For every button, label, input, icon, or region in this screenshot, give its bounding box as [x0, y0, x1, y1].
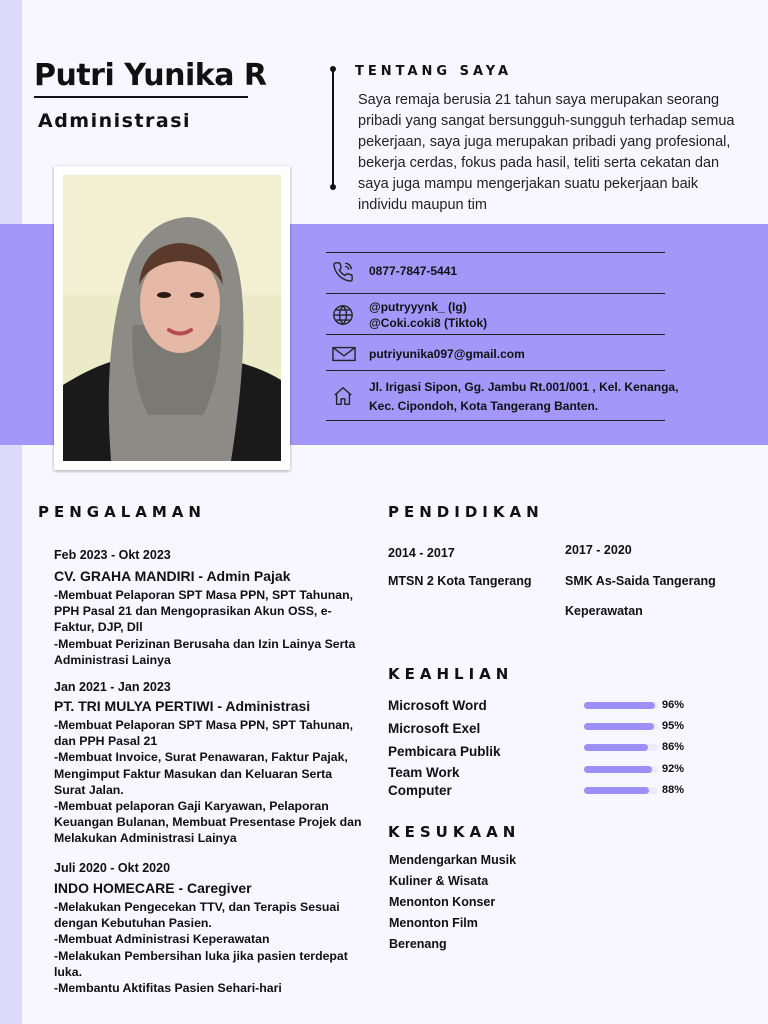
experience-date: Juli 2020 - Okt 2020 — [54, 861, 171, 875]
experience-heading: INDO HOMECARE - Caregiver — [54, 880, 252, 896]
skill-percent: 92% — [662, 763, 685, 775]
hobbies-title: KESUKAAN — [388, 823, 521, 841]
skill-percent: 86% — [662, 741, 685, 753]
profile-photo — [63, 175, 281, 461]
skill-percent: 96% — [662, 699, 685, 711]
skill-bar-track — [584, 766, 658, 773]
about-divider-line — [332, 70, 334, 188]
education-school: SMK As-Saida Tangerang — [565, 574, 716, 588]
contact-divider — [326, 370, 665, 371]
skill-name: Team Work — [388, 765, 460, 780]
about-title: TENTANG SAYA — [355, 64, 513, 79]
education-title: PENDIDIKAN — [388, 503, 544, 521]
contact-tiktok: @Coki.coki8 (Tiktok) — [369, 316, 488, 330]
skill-name: Computer — [388, 783, 452, 798]
skill-bar-track — [584, 744, 658, 751]
skill-percent: 95% — [662, 720, 685, 732]
about-text: Saya remaja berusia 21 tahun saya merupakan seorang pribadi yang sangat bersungguh-sungguh terhadap semua pekerjaan, saya juga merupakan pribadi yang profesional, bekerja cerdas, fokus pada hasil, teliti serta cekatan dan saya juga mampu mengerjakan suatu pekerjaan baik individu maupun tim — [358, 92, 735, 213]
hobby-item: Menonton Film — [389, 916, 478, 930]
profile-photo-frame — [54, 166, 290, 470]
experience-date: Feb 2023 - Okt 2023 — [54, 548, 171, 562]
phone-icon — [332, 261, 354, 283]
skill-bar-fill — [584, 766, 652, 773]
hobby-item: Menonton Konser — [389, 895, 496, 909]
contact-divider — [326, 293, 665, 294]
skill-bar-fill — [584, 723, 654, 730]
contact-divider — [326, 334, 665, 335]
education-major: Keperawatan — [565, 604, 643, 618]
experience-description: -Melakukan Pengecekan TTV, dan Terapis Sesuai dengan Kebutuhan Pasien. -Membuat Administrasi Keperawatan -Melakukan Pembersihan luka jika pasien terdepat luka. -Membantu Aktifitas Pasien Sehari-hari — [54, 900, 348, 996]
contact-divider — [326, 420, 665, 421]
hobby-item: Berenang — [389, 937, 447, 951]
name-underline — [34, 96, 248, 98]
education-school: MTSN 2 Kota Tangerang — [388, 574, 532, 588]
contact-address-line1: Jl. Irigasi Sipon, Gg. Jambu Rt.001/001 , Kel. Kenanga, — [369, 380, 679, 394]
skills-title: KEAHLIAN — [388, 665, 514, 683]
hobby-item: Mendengarkan Musik — [389, 853, 517, 867]
timeline-dot-bottom — [330, 184, 336, 190]
skill-bar-track — [584, 787, 658, 794]
experience-heading: CV. GRAHA MANDIRI - Admin Pajak — [54, 568, 291, 584]
skill-bar-fill — [584, 702, 655, 709]
skill-bar-fill — [584, 787, 649, 794]
hobby-item: Kuliner & Wisata — [389, 874, 489, 888]
skill-bar-fill — [584, 744, 648, 751]
education-years: 2017 - 2020 — [565, 543, 632, 557]
education-years: 2014 - 2017 — [388, 546, 455, 560]
person-name: Putri Yunika R — [34, 58, 267, 93]
home-icon — [332, 385, 354, 407]
left-accent-bar — [0, 0, 22, 1024]
skill-name: Microsoft Word — [388, 698, 487, 713]
skill-name: Microsoft Exel — [388, 721, 481, 736]
globe-icon — [332, 304, 354, 326]
contact-divider — [326, 252, 665, 253]
contact-instagram: @putryyynk_ (Ig) — [369, 300, 467, 314]
job-title: Administrasi — [38, 110, 192, 132]
skill-bar-track — [584, 723, 658, 730]
skill-name: Pembicara Publik — [388, 744, 501, 759]
contact-email: putriyunika097@gmail.com — [369, 347, 525, 361]
contact-phone: 0877-7847-5441 — [369, 264, 458, 278]
experience-date: Jan 2021 - Jan 2023 — [54, 680, 171, 694]
experience-description: -Membuat Pelaporan SPT Masa PPN, SPT Tahunan, PPH Pasal 21 dan Mengoprasikan Akun OSS, e-Faktur, DJP, Dll -Membuat Perizinan Berusaha dan Izin Lainya Serta Administrasi Lainya — [54, 588, 356, 667]
contact-address-line2: Kec. Cipondoh, Kota Tangerang Banten. — [369, 399, 599, 413]
experience-title: PENGALAMAN — [38, 503, 206, 521]
skill-percent: 88% — [662, 784, 685, 796]
skill-bar-track — [584, 702, 658, 709]
mail-icon — [332, 343, 354, 365]
experience-description: -Membuat Pelaporan SPT Masa PPN, SPT Tahunan, dan PPH Pasal 21 -Membuat Invoice, Surat Penawaran, Faktur Pajak, Mengimput Faktur Masukan dan Keluaran Serta Surat Jalan. -Membuat pelaporan Gaji Karyawan, Pelaporan Keuangan Bulanan, Membuat Presentase Projek dan Melakukan Administrasi Lainya — [54, 718, 362, 846]
experience-heading: PT. TRI MULYA PERTIWI - Administrasi — [54, 698, 311, 714]
